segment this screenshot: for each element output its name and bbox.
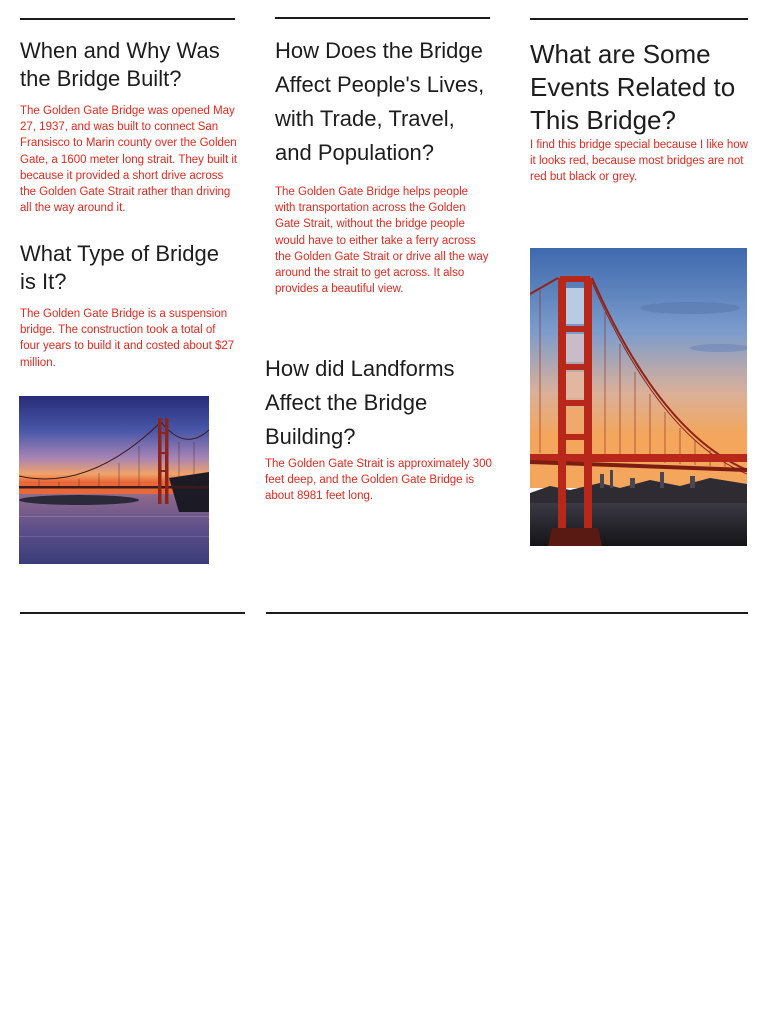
- section-events: [530, 38, 755, 186]
- heading-events: What are Some Events Related to This Bridge?: [530, 39, 736, 135]
- text-when-why: The Golden Gate Bridge was opened May 27, 1937, and was built to connect San Fransisco to Marin county over the Golden Gate, a 1600 meter long strait. They built it because it provided a short drive across the Golden Gate Strait rather than driving all the way around it.: [20, 105, 238, 215]
- top-rule-col2: [275, 17, 490, 19]
- heading-when-why: When and Why Was the Bridge Built?: [20, 38, 220, 91]
- heading-bridge-type: What Type of Bridge is It?: [20, 241, 219, 294]
- heading-landforms: How did Landforms Affect the Bridge Building?: [265, 356, 455, 449]
- top-rule-col3: [530, 18, 748, 20]
- section-landforms: [265, 352, 500, 505]
- text-bridge-type: The Golden Gate Bridge is a suspension bridge. The construction took a total of four years to build it and costed about $27 million.: [20, 308, 235, 369]
- bottom-rule-right: [266, 612, 748, 614]
- section-affect-lives: [275, 34, 490, 297]
- bridge-photo-sunset: [19, 396, 209, 564]
- bridge-photo-tower: [530, 248, 747, 546]
- section-bridge-type: [20, 240, 238, 371]
- bottom-rule-left: [20, 612, 245, 614]
- text-landforms: The Golden Gate Strait is approximately 300 feet deep, and the Golden Gate Bridge is about 8981 feet long.: [265, 458, 492, 503]
- section-when-why: [20, 37, 238, 216]
- heading-affect-lives: How Does the Bridge Affect People's Lives, with Trade, Travel, and Population?: [275, 38, 485, 165]
- text-events: I find this bridge special because I like how it looks red, because most bridges are not red but black or grey.: [530, 139, 748, 184]
- top-rule-col1: [20, 18, 235, 20]
- text-affect-lives: The Golden Gate Bridge helps people with transportation across the Golden Gate Strait, without the bridge people would have to either take a ferry across the Golden Gate Strait or drive all the way around the strait to get across. It also provides a beautiful view.: [275, 186, 489, 296]
